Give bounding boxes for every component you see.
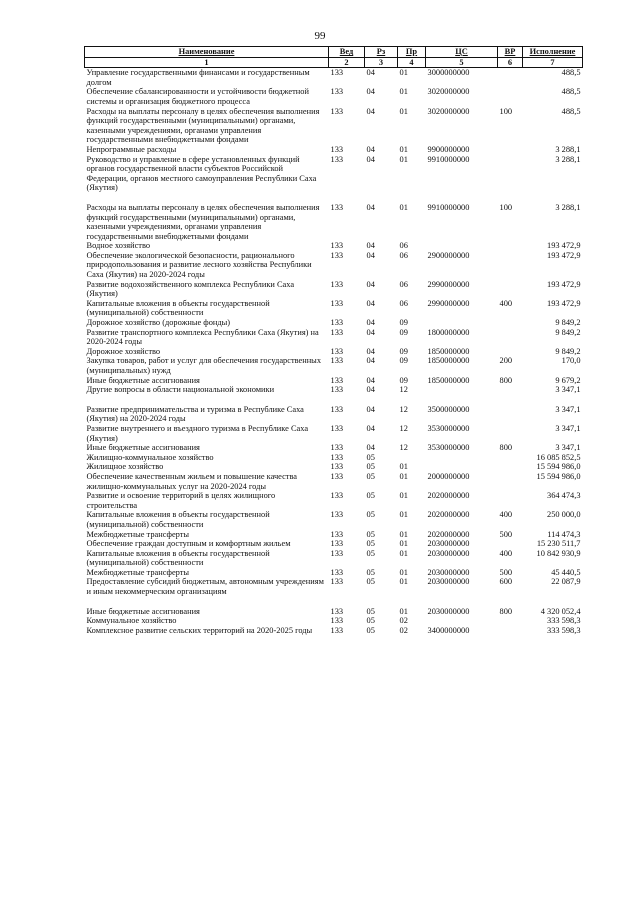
header-number: 7 bbox=[523, 57, 583, 68]
header-rz: Рз bbox=[365, 47, 398, 58]
header-number: 1 bbox=[85, 57, 329, 68]
cell-cs bbox=[426, 241, 498, 251]
cell-sum: 3 288,1 bbox=[555, 202, 581, 212]
cell-ved: 133 bbox=[330, 241, 344, 251]
table-row bbox=[85, 107, 583, 145]
cell-vr bbox=[498, 318, 523, 328]
table-row bbox=[85, 424, 583, 443]
cell-sum: 15 594 986,0 bbox=[536, 462, 581, 472]
cell-pr: 01 bbox=[399, 577, 408, 587]
cell-vr bbox=[498, 145, 523, 155]
cell-vr bbox=[498, 491, 523, 510]
cell-vr bbox=[498, 155, 523, 193]
table-row bbox=[85, 356, 583, 375]
cell-sum: 15 230 511,7 bbox=[536, 539, 581, 549]
cell-ved: 133 bbox=[330, 625, 344, 635]
cell-name: Обеспечение граждан доступным и комфортным жильем bbox=[86, 539, 291, 549]
table-row bbox=[85, 87, 583, 106]
cell-ved: 133 bbox=[330, 356, 344, 366]
table-row bbox=[85, 241, 583, 251]
table-row bbox=[85, 626, 583, 636]
cell-ved: 133 bbox=[330, 616, 344, 626]
cell-name: Развитие водохозяйственного комплекса Республики Саха (Якутия) bbox=[86, 279, 295, 299]
cell-sum: 4 320 052,4 bbox=[540, 606, 581, 616]
table-row bbox=[85, 280, 583, 299]
cell-rz: 05 bbox=[366, 452, 375, 462]
cell-sum: 22 087,9 bbox=[551, 577, 581, 587]
cell-sum: 9 679,2 bbox=[555, 375, 581, 385]
cell-pr: 02 bbox=[399, 625, 408, 635]
cell-name: Руководство и управление в сфере установленных функций органов государственной власти субъектов Российской Федерации, органов местного самоуправления Республики Саха (Якутия) bbox=[86, 154, 317, 193]
table-row bbox=[85, 616, 583, 626]
cell-vr: 400 bbox=[499, 510, 513, 520]
cell-pr: 06 bbox=[399, 279, 408, 289]
cell-rz: 04 bbox=[366, 346, 375, 356]
cell-cs: 1850000000 bbox=[427, 346, 470, 356]
cell-cs bbox=[426, 318, 498, 328]
cell-rz: 05 bbox=[366, 491, 375, 501]
cell-name: Иные бюджетные ассигнования bbox=[86, 443, 200, 453]
cell-rz: 04 bbox=[366, 68, 375, 78]
table-row bbox=[85, 299, 583, 318]
cell-rz: 04 bbox=[366, 202, 375, 212]
cell-ved: 133 bbox=[330, 154, 344, 164]
cell-pr: 01 bbox=[399, 529, 408, 539]
table-body bbox=[85, 68, 583, 636]
cell-pr: 06 bbox=[399, 241, 408, 251]
cell-cs: 9910000000 bbox=[427, 202, 470, 212]
cell-pr: 06 bbox=[399, 298, 408, 308]
cell-vr bbox=[498, 626, 523, 636]
cell-name: Развитие предпринимательства и туризма в Республике Саха (Якутия) на 2020-2024 годы bbox=[86, 404, 304, 424]
cell-sum: 3 347,1 bbox=[555, 443, 581, 453]
table-row bbox=[85, 251, 583, 280]
cell-name: Непрограммные расходы bbox=[86, 144, 177, 154]
header-sum: Исполнение bbox=[523, 47, 583, 58]
cell-vr bbox=[498, 241, 523, 251]
spacer-row bbox=[85, 597, 583, 607]
cell-vr: 500 bbox=[499, 567, 513, 577]
cell-ved: 133 bbox=[330, 491, 344, 501]
table-row bbox=[85, 145, 583, 155]
cell-pr: 12 bbox=[399, 423, 408, 433]
cell-pr: 01 bbox=[399, 548, 408, 558]
table-row bbox=[85, 530, 583, 540]
cell-sum: 193 472,9 bbox=[547, 250, 581, 260]
cell-ved: 133 bbox=[330, 471, 344, 481]
cell-ved: 133 bbox=[330, 68, 344, 78]
cell-rz: 05 bbox=[366, 548, 375, 558]
cell-sum: 16 085 852,5 bbox=[536, 452, 581, 462]
page-number: 99 bbox=[314, 30, 326, 42]
cell-vr bbox=[498, 405, 523, 424]
cell-pr: 01 bbox=[399, 567, 408, 577]
table-row bbox=[85, 472, 583, 491]
cell-sum: 250 000,0 bbox=[547, 510, 581, 520]
cell-cs: 3500000000 bbox=[427, 404, 470, 414]
cell-ved: 133 bbox=[330, 462, 344, 472]
cell-cs: 2900000000 bbox=[427, 250, 470, 260]
cell-rz: 05 bbox=[366, 539, 375, 549]
cell-rz: 04 bbox=[366, 298, 375, 308]
budget-table bbox=[84, 46, 583, 635]
cell-vr: 500 bbox=[499, 529, 513, 539]
cell-ved: 133 bbox=[330, 298, 344, 308]
table-row bbox=[85, 568, 583, 578]
table-row bbox=[85, 462, 583, 472]
spacer-row bbox=[85, 395, 583, 405]
cell-name: Жилищно-коммунальное хозяйство bbox=[86, 452, 214, 462]
cell-vr bbox=[498, 424, 523, 443]
cell-vr bbox=[498, 385, 523, 395]
cell-sum: 193 472,9 bbox=[547, 298, 581, 308]
cell-cs: 9910000000 bbox=[427, 154, 470, 164]
cell-pr: 01 bbox=[399, 106, 408, 116]
cell-ved: 133 bbox=[330, 567, 344, 577]
cell-rz: 05 bbox=[366, 510, 375, 520]
cell-name: Капитальные вложения в объекты государственной (муниципальной) собственности bbox=[86, 298, 270, 318]
cell-rz: 04 bbox=[366, 318, 375, 328]
header-number-row bbox=[85, 57, 583, 68]
cell-cs: 2000000000 bbox=[427, 471, 470, 481]
table-row bbox=[85, 510, 583, 529]
cell-cs bbox=[426, 453, 498, 463]
cell-ved: 133 bbox=[330, 327, 344, 337]
cell-sum: 3 347,1 bbox=[555, 404, 581, 414]
cell-name: Иные бюджетные ассигнования bbox=[86, 606, 200, 616]
cell-cs: 3000000000 bbox=[427, 68, 470, 78]
header-ved: Вед bbox=[329, 47, 365, 58]
cell-cs: 2030000000 bbox=[427, 567, 470, 577]
cell-cs: 2030000000 bbox=[427, 548, 470, 558]
cell-name: Коммунальное хозяйство bbox=[86, 616, 177, 626]
cell-sum: 193 472,9 bbox=[547, 241, 581, 251]
cell-pr: 02 bbox=[399, 616, 408, 626]
cell-ved: 133 bbox=[330, 144, 344, 154]
table-row bbox=[85, 443, 583, 453]
cell-sum: 3 288,1 bbox=[555, 144, 581, 154]
cell-ved: 133 bbox=[330, 443, 344, 453]
cell-rz: 05 bbox=[366, 567, 375, 577]
header-number: 3 bbox=[365, 57, 398, 68]
cell-pr: 01 bbox=[399, 606, 408, 616]
cell-sum: 488,5 bbox=[561, 106, 581, 116]
cell-name: Расходы на выплаты персоналу в целях обеспечения выполнения функций государственными (муниципальными) органами, казенными учреждениями, органами управления государственными внебюджетными фондами bbox=[86, 202, 320, 241]
cell-sum: 333 598,3 bbox=[547, 616, 581, 626]
cell-cs bbox=[426, 385, 498, 395]
cell-vr bbox=[498, 453, 523, 463]
cell-pr: 01 bbox=[399, 154, 408, 164]
cell-cs: 1850000000 bbox=[427, 356, 470, 366]
cell-name: Развитие транспортного комплекса Республики Саха (Якутия) на 2020-2024 годы bbox=[86, 327, 319, 347]
table-row bbox=[85, 203, 583, 241]
cell-rz: 05 bbox=[366, 606, 375, 616]
cell-vr: 100 bbox=[499, 202, 513, 212]
cell-rz: 04 bbox=[366, 423, 375, 433]
table-row bbox=[85, 155, 583, 193]
table-row bbox=[85, 68, 583, 88]
table-row bbox=[85, 539, 583, 549]
cell-rz: 04 bbox=[366, 385, 375, 395]
cell-name: Капитальные вложения в объекты государственной (муниципальной) собственности bbox=[86, 548, 270, 568]
cell-name: Развитие внутреннего и въездного туризма в Республике Саха (Якутия) bbox=[86, 423, 309, 443]
cell-vr bbox=[498, 280, 523, 299]
cell-sum: 45 440,5 bbox=[551, 567, 581, 577]
cell-cs bbox=[426, 462, 498, 472]
cell-ved: 133 bbox=[330, 404, 344, 414]
cell-cs: 2030000000 bbox=[427, 606, 470, 616]
cell-rz: 05 bbox=[366, 529, 375, 539]
table-row bbox=[85, 405, 583, 424]
header-number: 2 bbox=[329, 57, 365, 68]
cell-vr: 600 bbox=[499, 577, 513, 587]
cell-pr: 12 bbox=[399, 404, 408, 414]
cell-pr: 01 bbox=[399, 462, 408, 472]
cell-pr: 01 bbox=[399, 144, 408, 154]
cell-rz: 04 bbox=[366, 87, 375, 97]
header-name: Наименование bbox=[85, 47, 329, 58]
header-vr: ВР bbox=[498, 47, 523, 58]
cell-vr: 400 bbox=[499, 298, 513, 308]
cell-pr: 01 bbox=[399, 68, 408, 78]
cell-rz: 04 bbox=[366, 356, 375, 366]
table-row bbox=[85, 549, 583, 568]
cell-cs: 1800000000 bbox=[427, 327, 470, 337]
cell-sum: 193 472,9 bbox=[547, 279, 581, 289]
cell-sum: 488,5 bbox=[561, 87, 581, 97]
cell-name: Закупка товаров, работ и услуг для обеспечения государственных (муниципальных) нужд bbox=[86, 356, 322, 375]
cell-vr bbox=[498, 251, 523, 280]
cell-pr: 06 bbox=[399, 250, 408, 260]
cell-ved: 133 bbox=[330, 577, 344, 587]
cell-ved: 133 bbox=[330, 606, 344, 616]
spacer-cell bbox=[85, 395, 583, 405]
cell-name: Дорожное хозяйство (дорожные фонды) bbox=[86, 318, 231, 328]
cell-ved: 133 bbox=[330, 250, 344, 260]
cell-ved: 133 bbox=[330, 346, 344, 356]
cell-sum: 3 347,1 bbox=[555, 385, 581, 395]
cell-ved: 133 bbox=[330, 87, 344, 97]
cell-rz: 04 bbox=[366, 279, 375, 289]
cell-cs: 3400000000 bbox=[427, 625, 470, 635]
cell-sum: 15 594 986,0 bbox=[536, 471, 581, 481]
cell-name: Обеспечение качественным жильем и повышение качества жилищно-коммунальных услуг на 2020-2024 годы bbox=[86, 471, 298, 491]
cell-rz: 05 bbox=[366, 577, 375, 587]
header-pr: Пр bbox=[398, 47, 426, 58]
spacer-cell bbox=[85, 597, 583, 607]
table-row bbox=[85, 376, 583, 386]
cell-cs: 2020000000 bbox=[427, 529, 470, 539]
table-row bbox=[85, 318, 583, 328]
cell-cs: 3530000000 bbox=[427, 443, 470, 453]
cell-cs: 3020000000 bbox=[427, 87, 470, 97]
cell-cs: 1850000000 bbox=[427, 375, 470, 385]
cell-ved: 133 bbox=[330, 202, 344, 212]
cell-pr: 09 bbox=[399, 346, 408, 356]
table-row bbox=[85, 328, 583, 347]
cell-ved: 133 bbox=[330, 106, 344, 116]
cell-pr: 01 bbox=[399, 87, 408, 97]
cell-vr bbox=[498, 347, 523, 357]
cell-pr: 09 bbox=[399, 356, 408, 366]
cell-name: Управление государственными финансами и государственным долгом bbox=[86, 68, 310, 87]
spacer-cell bbox=[85, 193, 583, 203]
cell-rz: 04 bbox=[366, 106, 375, 116]
cell-ved: 133 bbox=[330, 423, 344, 433]
header-number: 6 bbox=[498, 57, 523, 68]
cell-cs: 2020000000 bbox=[427, 510, 470, 520]
cell-name: Другие вопросы в области национальной экономики bbox=[86, 385, 275, 395]
cell-vr bbox=[498, 328, 523, 347]
cell-rz: 04 bbox=[366, 375, 375, 385]
cell-sum: 9 849,2 bbox=[555, 327, 581, 337]
cell-sum: 3 347,1 bbox=[555, 423, 581, 433]
cell-vr bbox=[498, 68, 523, 88]
cell-name: Обеспечение экологической безопасности, рационального природопользования и развитие лесного хозяйства Республики Саха (Якутия) на 2020-2024 годы bbox=[86, 250, 312, 280]
table-row bbox=[85, 577, 583, 596]
cell-ved: 133 bbox=[330, 539, 344, 549]
cell-sum: 333 598,3 bbox=[547, 625, 581, 635]
header-number: 5 bbox=[426, 57, 498, 68]
cell-vr bbox=[498, 462, 523, 472]
header-number: 4 bbox=[398, 57, 426, 68]
cell-rz: 05 bbox=[366, 625, 375, 635]
cell-name: Капитальные вложения в объекты государственной (муниципальной) собственности bbox=[86, 510, 270, 529]
cell-ved: 133 bbox=[330, 375, 344, 385]
cell-rz: 04 bbox=[366, 327, 375, 337]
cell-vr: 200 bbox=[499, 356, 513, 366]
cell-sum: 9 849,2 bbox=[555, 318, 581, 328]
cell-name: Водное хозяйство bbox=[86, 241, 151, 251]
cell-ved: 133 bbox=[330, 529, 344, 539]
table-row bbox=[85, 607, 583, 617]
cell-ved: 133 bbox=[330, 279, 344, 289]
table-row bbox=[85, 491, 583, 510]
cell-sum: 10 842 930,9 bbox=[536, 548, 581, 558]
cell-pr: 09 bbox=[399, 327, 408, 337]
cell-name: Иные бюджетные ассигнования bbox=[86, 375, 200, 385]
cell-rz: 04 bbox=[366, 241, 375, 251]
cell-name: Жилищное хозяйство bbox=[86, 462, 164, 472]
cell-rz: 04 bbox=[366, 250, 375, 260]
cell-pr: 01 bbox=[399, 539, 408, 549]
cell-cs: 2020000000 bbox=[427, 491, 470, 501]
cell-pr: 01 bbox=[399, 510, 408, 520]
header-cs: ЦС bbox=[426, 47, 498, 58]
cell-vr: 800 bbox=[499, 606, 513, 616]
header-row bbox=[85, 47, 583, 58]
cell-pr: 01 bbox=[399, 202, 408, 212]
table-row bbox=[85, 385, 583, 395]
cell-ved: 133 bbox=[330, 385, 344, 395]
cell-cs: 2030000000 bbox=[427, 577, 470, 587]
cell-cs: 2990000000 bbox=[427, 298, 470, 308]
cell-pr: 09 bbox=[399, 375, 408, 385]
cell-sum: 3 288,1 bbox=[555, 154, 581, 164]
cell-cs: 2030000000 bbox=[427, 539, 470, 549]
cell-rz: 04 bbox=[366, 404, 375, 414]
cell-cs: 2990000000 bbox=[427, 279, 470, 289]
cell-ved: 133 bbox=[330, 452, 344, 462]
cell-vr bbox=[498, 616, 523, 626]
cell-pr: 01 bbox=[399, 471, 408, 481]
cell-rz: 04 bbox=[366, 154, 375, 164]
cell-vr bbox=[498, 539, 523, 549]
cell-sum: 488,5 bbox=[561, 68, 581, 78]
cell-cs: 9900000000 bbox=[427, 144, 470, 154]
cell-pr bbox=[398, 453, 426, 463]
cell-rz: 04 bbox=[366, 443, 375, 453]
cell-vr: 800 bbox=[499, 443, 513, 453]
cell-name: Предоставление субсидий бюджетным, автономным учреждениям и иным некоммерческим организациям bbox=[86, 577, 324, 597]
spacer-row bbox=[85, 193, 583, 203]
cell-pr: 01 bbox=[399, 491, 408, 501]
cell-sum: 364 474,3 bbox=[547, 491, 581, 501]
cell-vr: 100 bbox=[499, 106, 513, 116]
cell-sum: 114 474,3 bbox=[547, 529, 581, 539]
cell-rz: 05 bbox=[366, 471, 375, 481]
cell-name: Обеспечение сбалансированности и устойчивости бюджетной системы и организация бюджетного процесса bbox=[86, 87, 309, 106]
cell-rz: 04 bbox=[366, 144, 375, 154]
cell-name: Дорожное хозяйство bbox=[86, 346, 161, 356]
cell-cs: 3020000000 bbox=[427, 106, 470, 116]
cell-name: Расходы на выплаты персоналу в целях обеспечения выполнения функций государственными (муниципальными) органами, казенными учреждениями, органами управления государственными внебюджетными фондами bbox=[86, 106, 320, 145]
cell-sum: 9 849,2 bbox=[555, 346, 581, 356]
cell-vr bbox=[498, 472, 523, 491]
cell-ved: 133 bbox=[330, 548, 344, 558]
cell-pr: 12 bbox=[399, 385, 408, 395]
cell-name: Развитие и освоение территорий в целях жилищного строительства bbox=[86, 491, 276, 510]
cell-ved: 133 bbox=[330, 510, 344, 520]
cell-sum: 170,0 bbox=[561, 356, 581, 366]
cell-vr bbox=[498, 87, 523, 106]
cell-ved: 133 bbox=[330, 318, 344, 328]
table-row bbox=[85, 347, 583, 357]
cell-vr: 400 bbox=[499, 548, 513, 558]
cell-name: Межбюджетные трансферты bbox=[86, 567, 190, 577]
cell-rz: 05 bbox=[366, 616, 375, 626]
cell-vr: 800 bbox=[499, 375, 513, 385]
cell-rz: 05 bbox=[366, 462, 375, 472]
table-row bbox=[85, 453, 583, 463]
cell-cs: 3530000000 bbox=[427, 423, 470, 433]
cell-cs bbox=[426, 616, 498, 626]
cell-name: Комплексное развитие сельских территорий на 2020-2025 годы bbox=[86, 625, 313, 635]
cell-pr: 12 bbox=[399, 443, 408, 453]
cell-pr: 09 bbox=[399, 318, 408, 328]
cell-name: Межбюджетные трансферты bbox=[86, 529, 190, 539]
